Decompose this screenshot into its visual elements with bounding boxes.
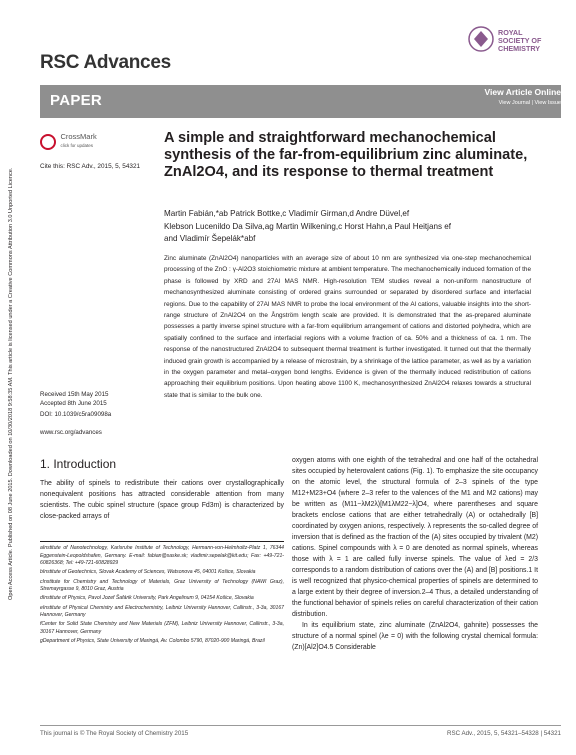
journal-website-link[interactable]: www.rsc.org/advances: [40, 429, 102, 436]
open-access-notice-text: Open Access Article. Published on 08 June 2015. Downloaded on 10/30/2018 9:58:35 AM. This article is licensed under a Creative Commons Attribution 3.0 Unported Licence.: [8, 167, 14, 600]
footer-divider: [40, 725, 561, 726]
affiliation-g: gDepartment of Physics, State University of Maringá, Av. Colombo 5790, 87020-900 Maringá, Brazil: [40, 638, 265, 645]
crossmark-button[interactable]: [40, 133, 97, 151]
body-paragraph: In its equilibrium state, zinc aluminate (ZnAl2O4, gahnite) possesses the structure of a normal spinel (λe = 0) with the following crystal chemical formula: (Zn)[Al2]O4.5 Considerable: [292, 622, 538, 651]
rsc-crest-icon: [466, 24, 496, 54]
crossmark-label: CrossMark: [60, 132, 97, 142]
body-column-right: [292, 455, 538, 653]
citation: Cite this: RSC Adv., 2015, 5, 54321: [40, 163, 141, 170]
authors-line-1: Martin Fabián,*ab Patrick Bottke,c Vladimír Girman,d Andre Düvel,ef: [164, 209, 410, 218]
affiliations: [40, 545, 284, 647]
affiliation-f: fCenter for Solid State Chemistry and New Materials (ZFM), Leibniz University Hannover, Callinstr., 3-3a, 30167 Hannover, Germany: [40, 621, 284, 635]
article-title-text: A simple and straightforward mechanochemical synthesis of the far-from-equilibrium zinc aluminate, ZnAl2O4, and its response to thermal treatment: [164, 130, 528, 180]
authors-line-2: Klebson Lucenildo Da Silva,ag Martin Wilkening,c Horst Hahn,a Paul Heitjans ef: [164, 221, 452, 231]
journal-name: RSC Advances: [40, 52, 171, 73]
article-type-label: PAPER: [50, 92, 103, 109]
doi-link[interactable]: DOI: 10.1039/c5ra09098a: [40, 411, 112, 418]
body-paragraph: oxygen atoms with one eighth of the tetrahedral and one half of the octahedral sites occupied by heterovalent cations (Fig. 1). To emphasize the site occupancy on the atomic level, the structural formula of 2–3 spinels of the type M12+M23+O4 (where 2–3 refer to the valences of the M1 and M2 cations) may be written as (M11−λM2λ)[M1λM22−λ]O4, where parentheses and square brackets enclose cations that are either tetrahedrally (A) or octahedrally [B] coordinated by oxygen anions, respectively. λ represents the so-called degree of inversion that is defined as the fraction of the (A) sites occupied by trivalent (M2) cations. Spinel compounds with λ = 0 are denoted as normal spinels, whereas those with λ = 1 are called fully inverse spinels. The value of λed = 2/3 corresponds to a random distribution of cations over the (A) and [B] positions.1 It is well recognized that physico-chemical properties of spinels are determined to a large extent by their degree of inversion.2–4 Thus, a detailed understanding of the functional behavior of spinels relies on careful characterization of their cation distribution.: [292, 457, 538, 618]
affiliation-c: cInstitute for Chemistry and Technology of Materials, Graz University of Technology (NAWI Graz), Stremayrgasse 9, 8010 Graz, Austria: [40, 578, 284, 593]
footer-page-info: RSC Adv., 2015, 5, 54321–54328 | 54321: [447, 730, 561, 737]
affiliation-a: aInstitute of Nanotechnology, Karlsruhe Institute of Technology, Hermann-von-Helmholtz-Platz 1, 76344 Eggenstein-Leopoldshafen, Germany. E-mail: fabian@saske.sk; vladimir.sepelak@kit.edu; Fax: +49-721-60826368; Tel: +49-721-60828929: [40, 545, 284, 567]
received-date: Received 15th May 2015: [40, 391, 109, 398]
accepted-date: Accepted 8th June 2015: [40, 400, 107, 407]
section-heading: 1. Introduction: [40, 457, 117, 471]
authors-line-3: and Vladimír Šepelák*abf: [164, 234, 256, 243]
affiliation-e: eInstitute of Physical Chemistry and Electrochemistry, Leibniz University Hannover, Callinstr., 3-3a, 30167 Hannover, Germany: [40, 604, 284, 619]
affiliation-b: bInstitute of Geotechnics, Slovak Academy of Sciences, Watsonova 45, 04001 Košice, Slovakia: [40, 569, 256, 576]
view-article-online-link[interactable]: View Article Online: [484, 87, 561, 97]
body-paragraph: The ability of spinels to redistribute their cations over crystallographically nonequivalent positions has attracted considerable attention from many scientists. The cubic spinel structure (space group Fd3m) is characterized by close-packed arrays of: [40, 480, 284, 520]
crossmark-icon: [40, 134, 56, 150]
abstract: Zinc aluminate (ZnAl2O4) nanoparticles with an average size of about 10 nm are synthesized via one-step mechanochemical processing of the ZnO : γ-Al2O3 stoichiometric mixture at ambient temperature. The mechanochemically induced formation of the phase is followed by XRD and 27Al MAS NMR. High-resolution TEM studies reveal a non-uniform nanostructure of mechanosynthesized aluminate consisting of ordered grains surrounded or separated by disordered surface and interfacial regions. Due to the capability of 27Al MAS NMR to probe the local environment of the Al cations, valuable insights into the short-range structure of ZnAl2O4 on the Ångström length scale are provided. It is demonstrated that the as-prepared aluminate possesses a partly inverse spinel structure with a far-from equilibrium arrangement of cations and distorted polyhedra, which are spatially confined to the surface and interfacial regions with a volume fraction of ca. 50% and a thickness of ca. 1 nm. The response of the nanostructured ZnAl2O4 to subsequent thermal treatment is further investigated. It turned out that the thermally induced grain growth is accompanied by a release of microstrain, by a shrinkage of the lattice parameter, as well as by a variation in the oxygen parameter and metal–oxygen bond lengths. Evidence is given of the thermally induced redistribution of cations approaching their equilibrium positions. Upon heating above 1100 K, mechanosynthesized ZnAl2O4 relaxes towards a structural state that is similar to the bulk one.: [164, 255, 531, 399]
received-dates: [40, 390, 108, 408]
open-access-notice: [3, 150, 31, 600]
article-title: [164, 130, 534, 181]
crossmark-sub: click for updates: [60, 143, 93, 149]
view-journal-issue-links[interactable]: View Journal | View Issue: [498, 100, 561, 106]
body-column-left: [40, 478, 284, 522]
footnote-divider: [40, 541, 284, 542]
author-list: [164, 208, 504, 246]
rsc-logo-text: ROYAL SOCIETY OF CHEMISTRY: [498, 28, 542, 53]
footer-copyright: This journal is © The Royal Society of Chemistry 2015: [40, 730, 189, 737]
affiliation-d: dInstitute of Physics, Pavol Jozef Šafárik University, Park Angelinum 9, 04154 Košice, Slovakia: [40, 595, 254, 602]
